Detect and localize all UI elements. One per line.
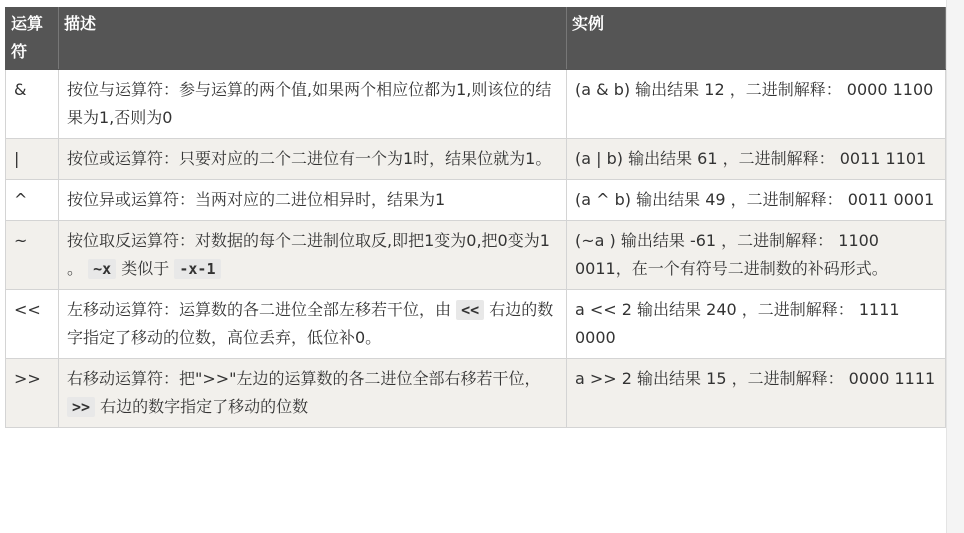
table-row [6,290,946,359]
operator-cell: >> [6,359,59,428]
operator-cell: | [6,139,59,180]
operator-cell: << [6,290,59,359]
table-row [6,70,946,139]
table-row [6,180,946,221]
description-text: 右边的数字指定了移动的位数 [100,397,309,416]
description-cell: 按位异或运算符：当两对应的二进位相异时，结果为1 [59,180,567,221]
code-snippet: << [456,300,484,320]
example-cell: (a | b) 输出结果 61 ，二进制解释： 0011 1101 [567,139,946,180]
code-snippet: ~x [88,259,116,279]
description-cell [59,290,567,359]
description-text: 右移动运算符：把">>"左边的运算数的各二进位全部右移若干位， [67,369,541,388]
table-row [6,139,946,180]
description-cell [59,221,567,290]
code-snippet: -x-1 [174,259,220,279]
example-cell: (a ^ b) 输出结果 49 ，二进制解释： 0011 0001 [567,180,946,221]
description-text: 右边的数字指定了移动的位数，高位丢弃，低位补0。 [67,300,554,347]
example-cell: a >> 2 输出结果 15 ，二进制解释： 0000 1111 [567,359,946,428]
header-description: 描述 [59,8,567,70]
header-example: 实例 [567,8,946,70]
description-text: 按位取反运算符：对数据的每个二进制位取反,即把1变为0,把0变为1 。 [67,231,550,278]
code-snippet: >> [67,397,95,417]
description-cell: 按位与运算符：参与运算的两个值,如果两个相应位都为1,则该位的结果为1,否则为0 [59,70,567,139]
operators-table [5,7,946,428]
example-cell: (~a ) 输出结果 -61 ，二进制解释： 1100 0011，在一个有符号二进制数的补码形式。 [567,221,946,290]
scrollbar[interactable] [946,0,964,533]
description-text: 左移动运算符：运算数的各二进位全部左移若干位，由 [67,300,452,319]
operator-cell: ^ [6,180,59,221]
example-cell: a << 2 输出结果 240 ，二进制解释： 1111 0000 [567,290,946,359]
operator-cell: & [6,70,59,139]
description-cell: 按位或运算符：只要对应的二个二进位有一个为1时，结果位就为1。 [59,139,567,180]
table-header-row [6,8,946,70]
example-cell: (a & b) 输出结果 12 ，二进制解释： 0000 1100 [567,70,946,139]
header-operator: 运算符 [6,8,59,70]
description-cell [59,359,567,428]
table-row [6,221,946,290]
description-text: 类似于 [121,259,170,278]
table-row [6,359,946,428]
operator-cell: ~ [6,221,59,290]
